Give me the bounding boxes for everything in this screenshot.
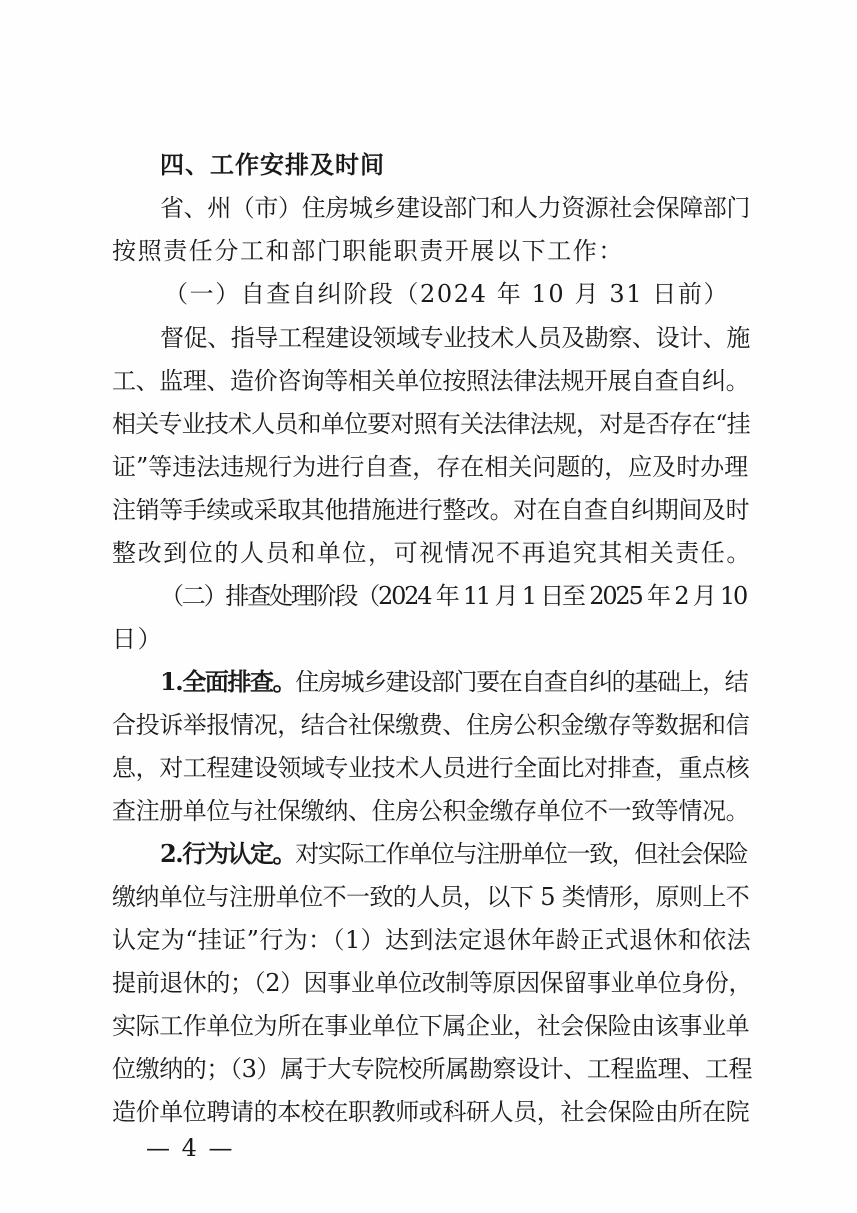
item2-line-2: 缴纳单位与注册单位不一致的人员，以下 5 类情形，原则上不	[112, 883, 750, 911]
section-heading: 四、工作安排及时间	[160, 151, 385, 179]
item2-line-6: 位缴纳的；（3）属于大专院校所属勘察设计、工程监理、工程	[112, 1055, 753, 1083]
item1-line-2: 合投诉举报情况，结合社保缴费、住房公积金缴存等数据和信	[112, 711, 750, 739]
stage1-line-4: 证”等违法违规行为进行自查，存在相关问题的，应及时办理	[112, 453, 749, 481]
stage1-title: （一）自查自纠阶段（2024 年 10 月 31 日前）	[164, 280, 730, 308]
item2-line-7: 造价单位聘请的本校在职教师或科研人员，社会保险由所在院	[112, 1098, 750, 1126]
intro-line-1: 省、州（市）住房城乡建设部门和人力资源社会保障部门	[160, 194, 750, 222]
stage1-line-3: 相关专业技术人员和单位要对照有关法律法规，对是否存在“挂	[112, 410, 750, 438]
item2-line-3: 认定为“挂证”行为：（1）达到法定退休年龄正式退休和依法	[112, 926, 752, 954]
item1-lead: 1.全面排查。	[160, 667, 296, 696]
item2-lead: 2.行为认定。	[160, 839, 296, 868]
item2-line-4: 提前退休的；（2）因事业单位改制等原因保留事业单位身份，	[112, 969, 753, 997]
stage1-line-2: 工、监理、造价咨询等相关单位按照法律法规开展自查自纠。	[112, 367, 750, 395]
stage1-line-1: 督促、指导工程建设领域专业技术人员及勘察、设计、施	[160, 324, 750, 352]
item2-first-line	[160, 838, 752, 870]
stage1-line-5: 注销等手续或采取其他措施进行整改。对在自查自纠期间及时	[112, 496, 750, 524]
page-number: — 4 —	[146, 1134, 235, 1162]
item1-first-line	[160, 666, 752, 698]
stage2-title-line-1: （二）排查处理阶段（2024 年 11 月 1 日至 2025 年 2 月 10	[160, 582, 747, 610]
item1-line-3: 息，对工程建设领域专业技术人员进行全面比对排查，重点核	[112, 754, 750, 782]
intro-line-2: 按照责任分工和部门职能职责开展以下工作：	[112, 237, 624, 265]
item1-first-line-rest: 住房城乡建设部门要在自查自纠的基础上，结	[295, 668, 748, 696]
item2-first-line-rest: 对实际工作单位与注册单位一致，但社会保险	[295, 840, 748, 868]
item2-line-5: 实际工作单位为所在事业单位下属企业，社会保险由该事业单	[112, 1012, 750, 1040]
stage1-line-6: 整改到位的人员和单位，可视情况不再追究其相关责任。	[112, 539, 752, 567]
item1-line-4: 查注册单位与社保缴纳、住房公积金缴存单位不一致等情况。	[112, 797, 750, 825]
stage2-title-line-2: 日）	[112, 625, 164, 653]
